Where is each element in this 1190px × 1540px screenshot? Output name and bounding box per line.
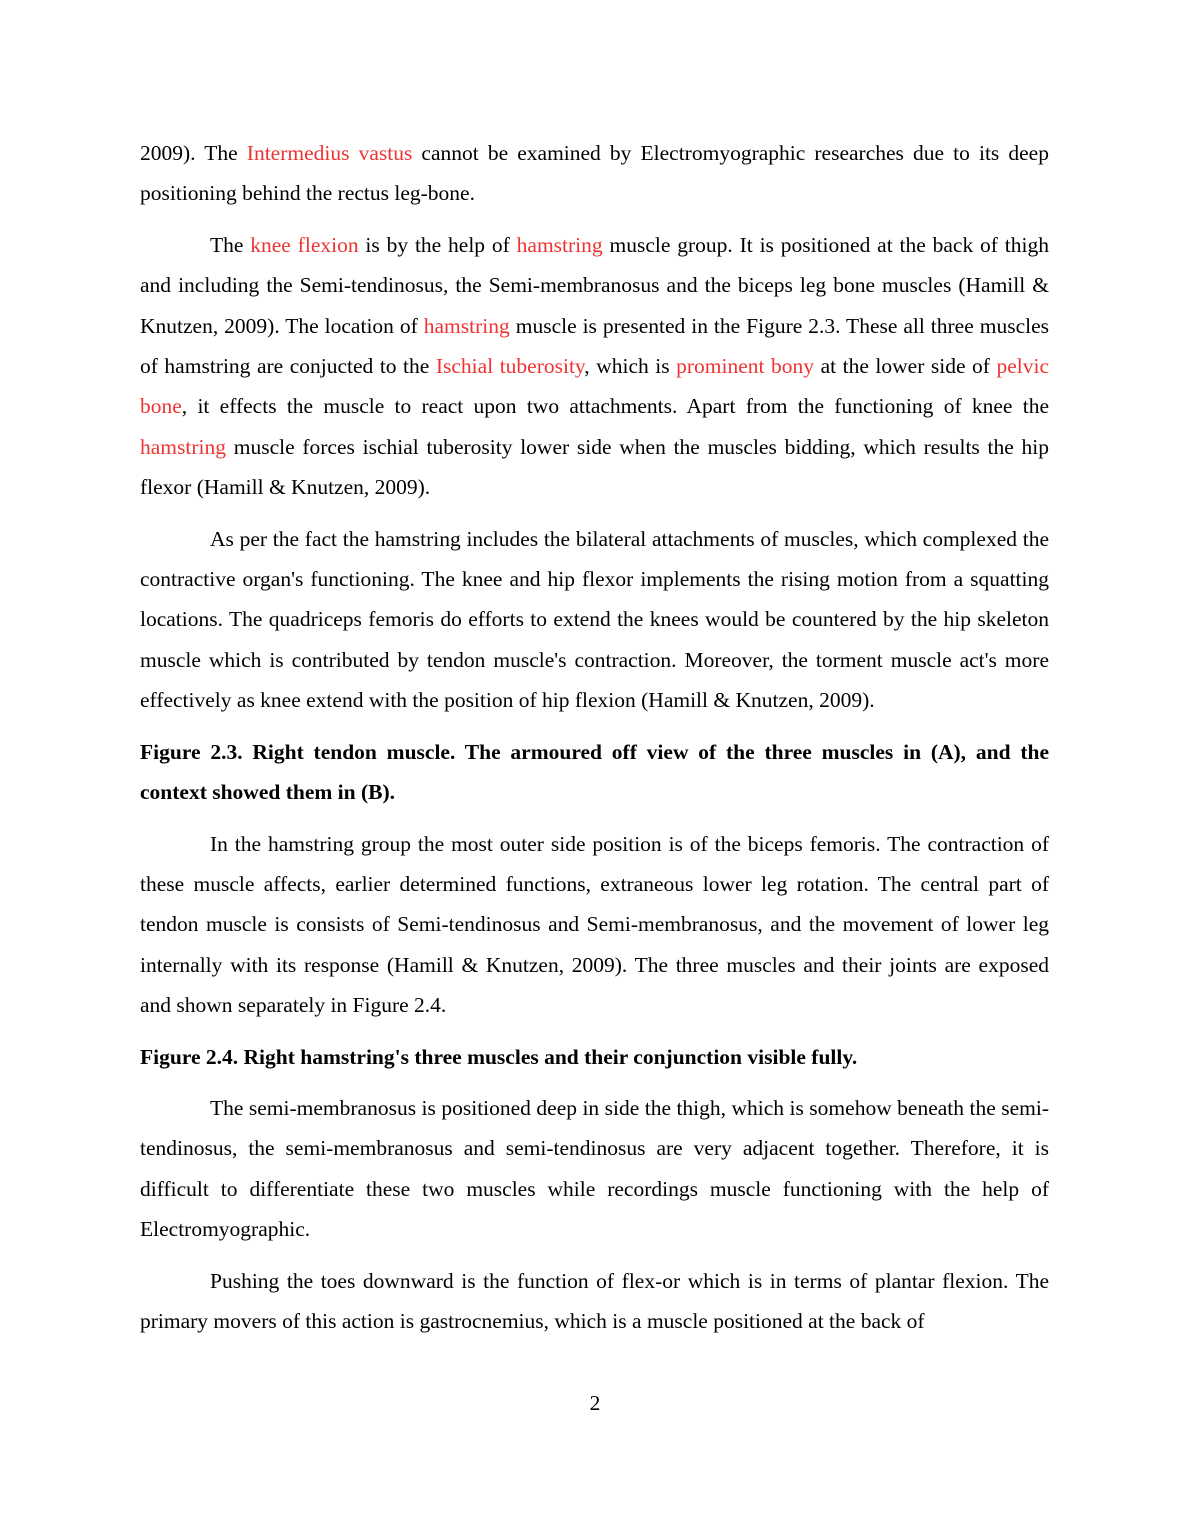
paragraph-plantar-flexion: Pushing the toes downward is the function of flex-or which is in terms of plantar flexion. The primary movers of this action is gastrocnemius, which is a muscle positioned at the back of [140,1268,1049,1333]
highlighted-term: Ischial tuberosity [435,354,585,379]
highlighted-term: prominent bony [676,354,815,379]
figure-caption-2-3: Figure 2.3. Right tendon muscle. The armoured off view of the three muscles in (A), and the context showed them in (B). [140,739,1049,805]
text-run: is by the help of [358,232,517,257]
text-run: muscle forces ischial tuberosity lower side when the muscles bidding, which results the hip flexor (Hamill & Knutzen, 2009). [140,434,1049,500]
text-run: , it effects the muscle to react upon two attachments. Apart from the functioning of knee the [181,394,1049,419]
text-run: muscle group. It is positioned at the back of thigh and including the Semi-tendinosus, the Semi-membranosus and the biceps leg bone muscles (Hamill & Knutzen, 2009). The location of [140,232,1049,338]
figure-caption-2-4: Figure 2.4. Right hamstring's three muscles and their conjunction visible fully. [140,1044,858,1069]
text-run: muscle is presented in the Figure 2.3. These all three muscles of hamstring are conjucted to the [140,313,1049,379]
highlighted-term: Intermedius vastus [246,141,413,165]
highlighted-term: pelvic bone [140,354,1050,419]
page-number: 2 [589,1391,601,1415]
text-run: The [210,232,251,257]
highlighted-term: hamstring [140,434,226,459]
paragraph-bilateral-attachments: As per the fact the hamstring includes the bilateral attachments of muscles, which complexed the contractive organ's functioning. The knee and hip flexor implements the rising motion from a squatting locations. The quadriceps femoris do efforts to extend the knees would be countered by the hip skeleton muscle which is contributed by tendon muscle's contraction. Moreover, the torment muscle act's more effectively as knee extend with the position of hip flexion (Hamill & Knutzen, 2009). [140,526,1049,713]
paragraph-semi-membranosus: The semi-membranosus is positioned deep in side the thigh, which is somehow beneath the semi-tendinosus, the semi-membranosus and semi-tendinosus are very adjacent together. Therefore, it is difficult to differentiate these two muscles while recordings muscle functioning with the help of Electromyographic. [140,1095,1049,1242]
paragraph-knee-flexion [140,225,1049,508]
text-run: at the lower side of [814,354,997,379]
text-run: cannot be examined by Electromyographic researches due to its deep positioning behind the rectus leg-bone. [140,141,1049,206]
paragraph-biceps-femoris: In the hamstring group the most outer side position is of the biceps femoris. The contraction of these muscle affects, earlier determined functions, extraneous lower leg rotation. The central part of tendon muscle is consists of Semi-tendinosus and Semi-membranosus, and the movement of lower leg internally with its response (Hamill & Knutzen, 2009). The three muscles and their joints are exposed and shown separately in Figure 2.4. [140,831,1049,1018]
document-page [140,133,1049,1352]
highlighted-term: hamstring [516,232,603,257]
paragraph-intermedius [140,133,1049,214]
text-run: , which is [584,354,677,379]
highlighted-term: hamstring [423,313,510,338]
text-run: 2009). The [140,141,247,165]
highlighted-term: knee flexion [250,232,359,257]
